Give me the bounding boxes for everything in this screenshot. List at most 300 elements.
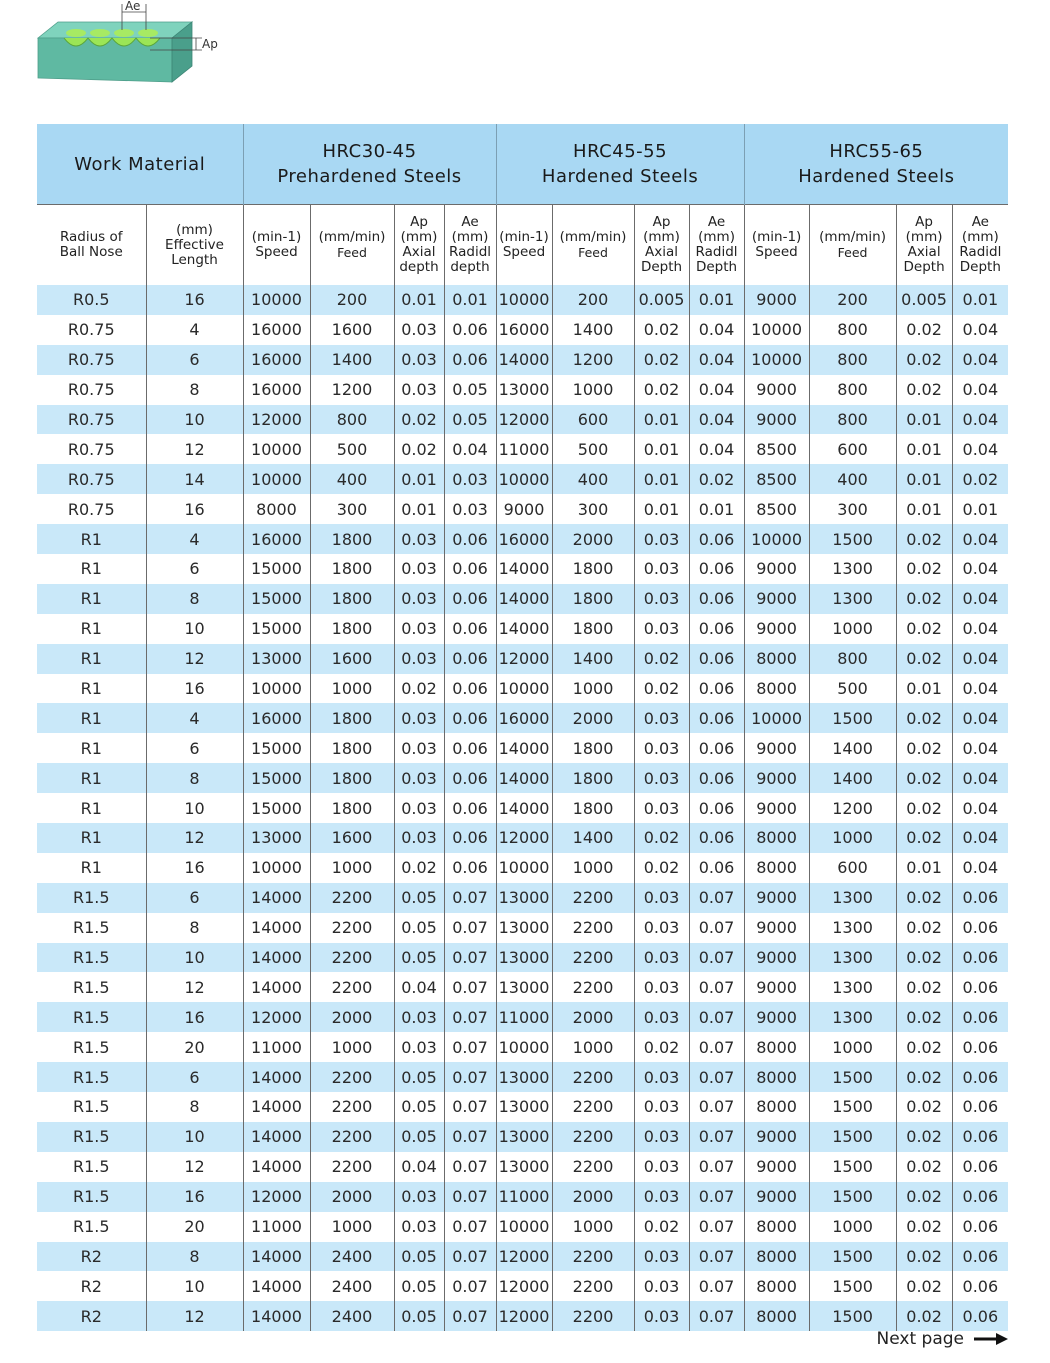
- value-cell: 0.02: [896, 1301, 952, 1331]
- value-cell: 16000: [243, 524, 310, 554]
- value-cell: 0.06: [444, 524, 496, 554]
- value-cell: 0.07: [444, 1271, 496, 1301]
- value-cell: 9000: [744, 1122, 809, 1152]
- value-cell: 500: [809, 674, 896, 704]
- group-material: Prehardened Steels: [277, 166, 462, 187]
- header-line: (mm): [176, 221, 213, 238]
- header-line: Speed: [502, 244, 546, 260]
- value-cell: 800: [809, 644, 896, 674]
- value-cell: 13000: [496, 883, 552, 913]
- radius-cell: R1: [37, 703, 146, 733]
- value-cell: 0.03: [634, 793, 689, 823]
- length-cell: 16: [146, 494, 243, 524]
- header-line: Axial: [907, 244, 941, 260]
- value-cell: 2200: [310, 943, 394, 973]
- value-cell: 0.02: [634, 853, 689, 883]
- value-cell: 10000: [243, 853, 310, 883]
- value-cell: 0.03: [634, 913, 689, 943]
- value-cell: 1300: [809, 943, 896, 973]
- value-cell: 0.02: [896, 644, 952, 674]
- group-header-hrc55-65: [744, 124, 1008, 205]
- value-cell: 0.06: [444, 703, 496, 733]
- value-cell: 0.03: [444, 494, 496, 524]
- value-cell: 0.01: [896, 434, 952, 464]
- value-cell: 0.01: [896, 405, 952, 435]
- value-cell: 16000: [243, 703, 310, 733]
- radius-cell: R1.5: [37, 1002, 146, 1032]
- value-cell: 0.06: [444, 733, 496, 763]
- value-cell: 1800: [310, 763, 394, 793]
- header-line: Radius of: [59, 229, 123, 245]
- value-cell: 0.06: [689, 793, 744, 823]
- radius-cell: R0.75: [37, 464, 146, 494]
- next-page-link[interactable]: [877, 1326, 1008, 1352]
- value-cell: 0.04: [394, 1152, 444, 1182]
- value-cell: 0.02: [896, 524, 952, 554]
- table-row: [37, 1152, 1008, 1182]
- value-cell: 0.06: [689, 674, 744, 704]
- speed-header: [496, 205, 552, 286]
- length-cell: 8: [146, 913, 243, 943]
- value-cell: 0.05: [394, 943, 444, 973]
- value-cell: 14000: [496, 614, 552, 644]
- length-cell: 8: [146, 1092, 243, 1122]
- value-cell: 2200: [552, 1122, 634, 1152]
- table-row: [37, 972, 1008, 1002]
- header-line: Ae: [971, 214, 989, 230]
- radius-cell: R1: [37, 853, 146, 883]
- value-cell: 16000: [243, 315, 310, 345]
- radius-cell: R1.5: [37, 1182, 146, 1212]
- value-cell: 2400: [310, 1242, 394, 1272]
- value-cell: 0.03: [394, 375, 444, 405]
- value-cell: 0.07: [689, 1271, 744, 1301]
- value-cell: 0.05: [394, 913, 444, 943]
- header-line: Feed: [578, 245, 608, 260]
- header-line: Ae: [707, 214, 726, 230]
- header-line: (mm/min): [819, 229, 886, 245]
- group-hardness: HRC45-55: [573, 141, 668, 162]
- value-cell: 0.02: [394, 405, 444, 435]
- value-cell: 0.04: [689, 434, 744, 464]
- value-cell: 0.03: [634, 614, 689, 644]
- value-cell: 2200: [552, 1092, 634, 1122]
- radius-cell: R1.5: [37, 1212, 146, 1242]
- value-cell: 1400: [809, 733, 896, 763]
- value-cell: 11000: [243, 1032, 310, 1062]
- value-cell: 0.05: [394, 1122, 444, 1152]
- table-row: [37, 1301, 1008, 1331]
- value-cell: 10000: [744, 524, 809, 554]
- value-cell: 8000: [744, 1301, 809, 1331]
- length-cell: 6: [146, 733, 243, 763]
- value-cell: 1200: [310, 375, 394, 405]
- value-cell: 800: [809, 405, 896, 435]
- header-line: Ap: [410, 214, 428, 230]
- value-cell: 0.02: [896, 584, 952, 614]
- value-cell: 0.01: [394, 464, 444, 494]
- value-cell: 1800: [310, 524, 394, 554]
- value-cell: 1000: [310, 674, 394, 704]
- value-cell: 0.03: [394, 524, 444, 554]
- header-line: Effective: [165, 236, 224, 253]
- material-header-row: [37, 124, 1008, 205]
- value-cell: 0.02: [634, 1032, 689, 1062]
- value-cell: 0.02: [634, 375, 689, 405]
- value-cell: 0.06: [689, 823, 744, 853]
- value-cell: 0.02: [896, 943, 952, 973]
- value-cell: 9000: [744, 554, 809, 584]
- value-cell: 0.06: [952, 1152, 1008, 1182]
- right-arrow-icon: [974, 1333, 1008, 1345]
- radius-cell: R1: [37, 763, 146, 793]
- value-cell: 1500: [809, 1062, 896, 1092]
- value-cell: 0.07: [689, 943, 744, 973]
- value-cell: 14000: [243, 1152, 310, 1182]
- length-cell: 20: [146, 1212, 243, 1242]
- value-cell: 1200: [552, 345, 634, 375]
- value-cell: 0.06: [952, 1182, 1008, 1212]
- value-cell: 1800: [552, 584, 634, 614]
- value-cell: 1500: [809, 1301, 896, 1331]
- value-cell: 0.02: [896, 763, 952, 793]
- length-cell: 8: [146, 584, 243, 614]
- value-cell: 10000: [496, 464, 552, 494]
- value-cell: 0.06: [444, 674, 496, 704]
- value-cell: 10000: [496, 674, 552, 704]
- value-cell: 600: [809, 853, 896, 883]
- value-cell: 0.005: [896, 285, 952, 315]
- radius-cell: R0.75: [37, 375, 146, 405]
- value-cell: 2200: [552, 1062, 634, 1092]
- length-cell: 4: [146, 524, 243, 554]
- value-cell: 0.01: [634, 494, 689, 524]
- value-cell: 2200: [310, 1092, 394, 1122]
- value-cell: 1600: [310, 315, 394, 345]
- header-line: Ap: [915, 214, 933, 230]
- value-cell: 2200: [310, 972, 394, 1002]
- value-cell: 500: [552, 434, 634, 464]
- value-cell: 9000: [744, 614, 809, 644]
- value-cell: 11000: [243, 1212, 310, 1242]
- value-cell: 10000: [496, 1032, 552, 1062]
- value-cell: 1500: [809, 1271, 896, 1301]
- value-cell: 2200: [552, 1152, 634, 1182]
- value-cell: 0.01: [634, 464, 689, 494]
- radius-cell: R0.75: [37, 494, 146, 524]
- value-cell: 0.06: [689, 644, 744, 674]
- length-cell: 10: [146, 614, 243, 644]
- value-cell: 2000: [310, 1002, 394, 1032]
- value-cell: 14000: [243, 943, 310, 973]
- value-cell: 1500: [809, 524, 896, 554]
- ball-nose-cut-diagram: [30, 0, 230, 90]
- value-cell: 9000: [744, 913, 809, 943]
- value-cell: 0.03: [634, 703, 689, 733]
- value-cell: 0.01: [689, 494, 744, 524]
- header-line: Radidl: [959, 244, 1002, 260]
- value-cell: 0.03: [394, 1182, 444, 1212]
- value-cell: 1200: [809, 793, 896, 823]
- value-cell: 8000: [744, 1212, 809, 1242]
- value-cell: 0.06: [952, 1271, 1008, 1301]
- value-cell: 14000: [496, 345, 552, 375]
- feed-header: [310, 205, 394, 286]
- radius-cell: R1.5: [37, 943, 146, 973]
- radius-cell: R2: [37, 1301, 146, 1331]
- value-cell: 16000: [496, 703, 552, 733]
- value-cell: 0.07: [689, 1242, 744, 1272]
- value-cell: 2200: [310, 913, 394, 943]
- ae-header: [444, 205, 496, 286]
- value-cell: 0.01: [896, 853, 952, 883]
- value-cell: 1300: [809, 584, 896, 614]
- header-line: Ap: [652, 214, 671, 230]
- value-cell: 0.03: [634, 1002, 689, 1032]
- radius-cell: R1: [37, 524, 146, 554]
- header-line: Feed: [837, 245, 868, 260]
- value-cell: 1000: [552, 1212, 634, 1242]
- value-cell: 8000: [744, 1271, 809, 1301]
- value-cell: 9000: [744, 883, 809, 913]
- length-cell: 8: [146, 375, 243, 405]
- table-row: [37, 793, 1008, 823]
- length-cell: 10: [146, 943, 243, 973]
- value-cell: 0.01: [689, 285, 744, 315]
- length-cell: 8: [146, 1242, 243, 1272]
- header-line: Depth: [640, 259, 683, 275]
- table-row: [37, 853, 1008, 883]
- value-cell: 0.06: [952, 1032, 1008, 1062]
- value-cell: 0.02: [634, 315, 689, 345]
- value-cell: 0.06: [444, 644, 496, 674]
- value-cell: 0.06: [444, 793, 496, 823]
- value-cell: 0.07: [444, 1242, 496, 1272]
- value-cell: 800: [310, 405, 394, 435]
- value-cell: 9000: [744, 733, 809, 763]
- value-cell: 8000: [744, 1092, 809, 1122]
- value-cell: 0.07: [444, 972, 496, 1002]
- value-cell: 0.01: [394, 494, 444, 524]
- value-cell: 0.03: [394, 315, 444, 345]
- value-cell: 0.06: [444, 853, 496, 883]
- value-cell: 13000: [243, 823, 310, 853]
- value-cell: 2200: [552, 913, 634, 943]
- value-cell: 0.02: [896, 1182, 952, 1212]
- value-cell: 1300: [809, 554, 896, 584]
- value-cell: 0.04: [952, 674, 1008, 704]
- value-cell: 0.03: [634, 883, 689, 913]
- header-line: (mm): [961, 229, 999, 245]
- value-cell: 400: [809, 464, 896, 494]
- value-cell: 0.02: [896, 1271, 952, 1301]
- column-header-row: [37, 205, 1008, 286]
- value-cell: 0.07: [444, 1301, 496, 1331]
- value-cell: 0.01: [394, 285, 444, 315]
- value-cell: 0.06: [952, 1242, 1008, 1272]
- value-cell: 1800: [310, 554, 394, 584]
- value-cell: 1600: [310, 823, 394, 853]
- value-cell: 0.03: [634, 1152, 689, 1182]
- value-cell: 0.07: [689, 1002, 744, 1032]
- value-cell: 0.06: [444, 345, 496, 375]
- header-line: depth: [450, 259, 490, 275]
- value-cell: 9000: [744, 375, 809, 405]
- value-cell: 15000: [243, 793, 310, 823]
- length-cell: 6: [146, 554, 243, 584]
- length-cell: 12: [146, 823, 243, 853]
- value-cell: 0.03: [634, 1271, 689, 1301]
- value-cell: 8000: [744, 674, 809, 704]
- length-cell: 6: [146, 1062, 243, 1092]
- value-cell: 9000: [744, 1182, 809, 1212]
- value-cell: 0.02: [634, 823, 689, 853]
- table-row: [37, 823, 1008, 853]
- value-cell: 0.04: [952, 345, 1008, 375]
- value-cell: 0.03: [394, 793, 444, 823]
- value-cell: 13000: [496, 1122, 552, 1152]
- value-cell: 10000: [744, 703, 809, 733]
- ae-header: [689, 205, 744, 286]
- value-cell: 9000: [744, 405, 809, 435]
- value-cell: 9000: [744, 1002, 809, 1032]
- header-line: Depth: [959, 259, 1001, 275]
- value-cell: 0.04: [689, 375, 744, 405]
- header-line: (mm): [643, 229, 680, 245]
- radius-cell: R2: [37, 1242, 146, 1272]
- value-cell: 0.04: [952, 703, 1008, 733]
- length-cell: 10: [146, 1271, 243, 1301]
- value-cell: 0.03: [394, 584, 444, 614]
- value-cell: 1000: [310, 1212, 394, 1242]
- value-cell: 8000: [744, 644, 809, 674]
- value-cell: 0.02: [896, 1212, 952, 1242]
- value-cell: 0.07: [689, 1122, 744, 1152]
- value-cell: 0.005: [634, 285, 689, 315]
- value-cell: 1500: [809, 1182, 896, 1212]
- value-cell: 0.01: [444, 285, 496, 315]
- header-line: Radidl: [695, 244, 738, 260]
- value-cell: 9000: [496, 494, 552, 524]
- value-cell: 14000: [496, 733, 552, 763]
- value-cell: 0.02: [394, 853, 444, 883]
- value-cell: 0.01: [896, 674, 952, 704]
- value-cell: 0.02: [896, 554, 952, 584]
- value-cell: 13000: [496, 972, 552, 1002]
- value-cell: 0.07: [689, 1212, 744, 1242]
- value-cell: 0.02: [896, 823, 952, 853]
- value-cell: 9000: [744, 285, 809, 315]
- value-cell: 0.04: [952, 853, 1008, 883]
- length-cell: 10: [146, 1122, 243, 1152]
- value-cell: 0.02: [896, 614, 952, 644]
- value-cell: 0.02: [952, 464, 1008, 494]
- radius-cell: R1: [37, 674, 146, 704]
- value-cell: 0.02: [896, 913, 952, 943]
- length-cell: 6: [146, 345, 243, 375]
- value-cell: 0.05: [394, 1242, 444, 1272]
- value-cell: 200: [809, 285, 896, 315]
- value-cell: 0.07: [689, 1092, 744, 1122]
- value-cell: 0.03: [394, 345, 444, 375]
- value-cell: 9000: [744, 763, 809, 793]
- value-cell: 2200: [552, 1271, 634, 1301]
- header-line: Axial: [645, 244, 679, 260]
- table-row: [37, 405, 1008, 435]
- radius-cell: R1.5: [37, 972, 146, 1002]
- length-cell: 8: [146, 763, 243, 793]
- value-cell: 1000: [552, 375, 634, 405]
- value-cell: 0.04: [952, 614, 1008, 644]
- value-cell: 0.06: [952, 1092, 1008, 1122]
- value-cell: 15000: [243, 584, 310, 614]
- value-cell: 12000: [496, 405, 552, 435]
- header-line: (min-1): [751, 229, 802, 245]
- value-cell: 600: [809, 434, 896, 464]
- value-cell: 0.05: [394, 883, 444, 913]
- value-cell: 1800: [310, 703, 394, 733]
- header-line: Ae: [461, 214, 479, 230]
- header-line: Speed: [255, 244, 298, 260]
- value-cell: 0.06: [689, 554, 744, 584]
- value-cell: 0.07: [689, 1152, 744, 1182]
- value-cell: 0.07: [689, 883, 744, 913]
- header-line: Axial: [402, 244, 436, 260]
- value-cell: 0.07: [444, 883, 496, 913]
- value-cell: 2000: [552, 1182, 634, 1212]
- value-cell: 1400: [552, 823, 634, 853]
- value-cell: 2200: [552, 1301, 634, 1331]
- table-row: [37, 1212, 1008, 1242]
- table-row: [37, 703, 1008, 733]
- ap-header: [394, 205, 444, 286]
- effective-length-header: [146, 205, 243, 286]
- value-cell: 14000: [496, 763, 552, 793]
- radius-cell: R1: [37, 644, 146, 674]
- value-cell: 2000: [552, 703, 634, 733]
- value-cell: 0.04: [689, 315, 744, 345]
- table-row: [37, 1242, 1008, 1272]
- work-material-header: Work Material: [37, 124, 243, 205]
- speed-header: [744, 205, 809, 286]
- value-cell: 0.01: [896, 464, 952, 494]
- value-cell: 0.03: [634, 972, 689, 1002]
- table-row: [37, 345, 1008, 375]
- header-line: (min-1): [499, 229, 549, 245]
- value-cell: 500: [310, 434, 394, 464]
- header-line: Depth: [695, 259, 738, 275]
- value-cell: 0.03: [394, 763, 444, 793]
- value-cell: 1500: [809, 1122, 896, 1152]
- value-cell: 13000: [496, 375, 552, 405]
- value-cell: 1000: [809, 1212, 896, 1242]
- value-cell: 16000: [496, 524, 552, 554]
- radius-cell: R1.5: [37, 883, 146, 913]
- value-cell: 2000: [552, 1002, 634, 1032]
- length-cell: 12: [146, 434, 243, 464]
- value-cell: 800: [809, 315, 896, 345]
- value-cell: 0.04: [394, 972, 444, 1002]
- value-cell: 13000: [496, 1062, 552, 1092]
- value-cell: 0.01: [952, 494, 1008, 524]
- value-cell: 0.02: [896, 1152, 952, 1182]
- radius-cell: R1.5: [37, 1122, 146, 1152]
- value-cell: 1800: [552, 614, 634, 644]
- value-cell: 200: [310, 285, 394, 315]
- value-cell: 0.01: [634, 434, 689, 464]
- length-cell: 6: [146, 883, 243, 913]
- value-cell: 0.06: [689, 733, 744, 763]
